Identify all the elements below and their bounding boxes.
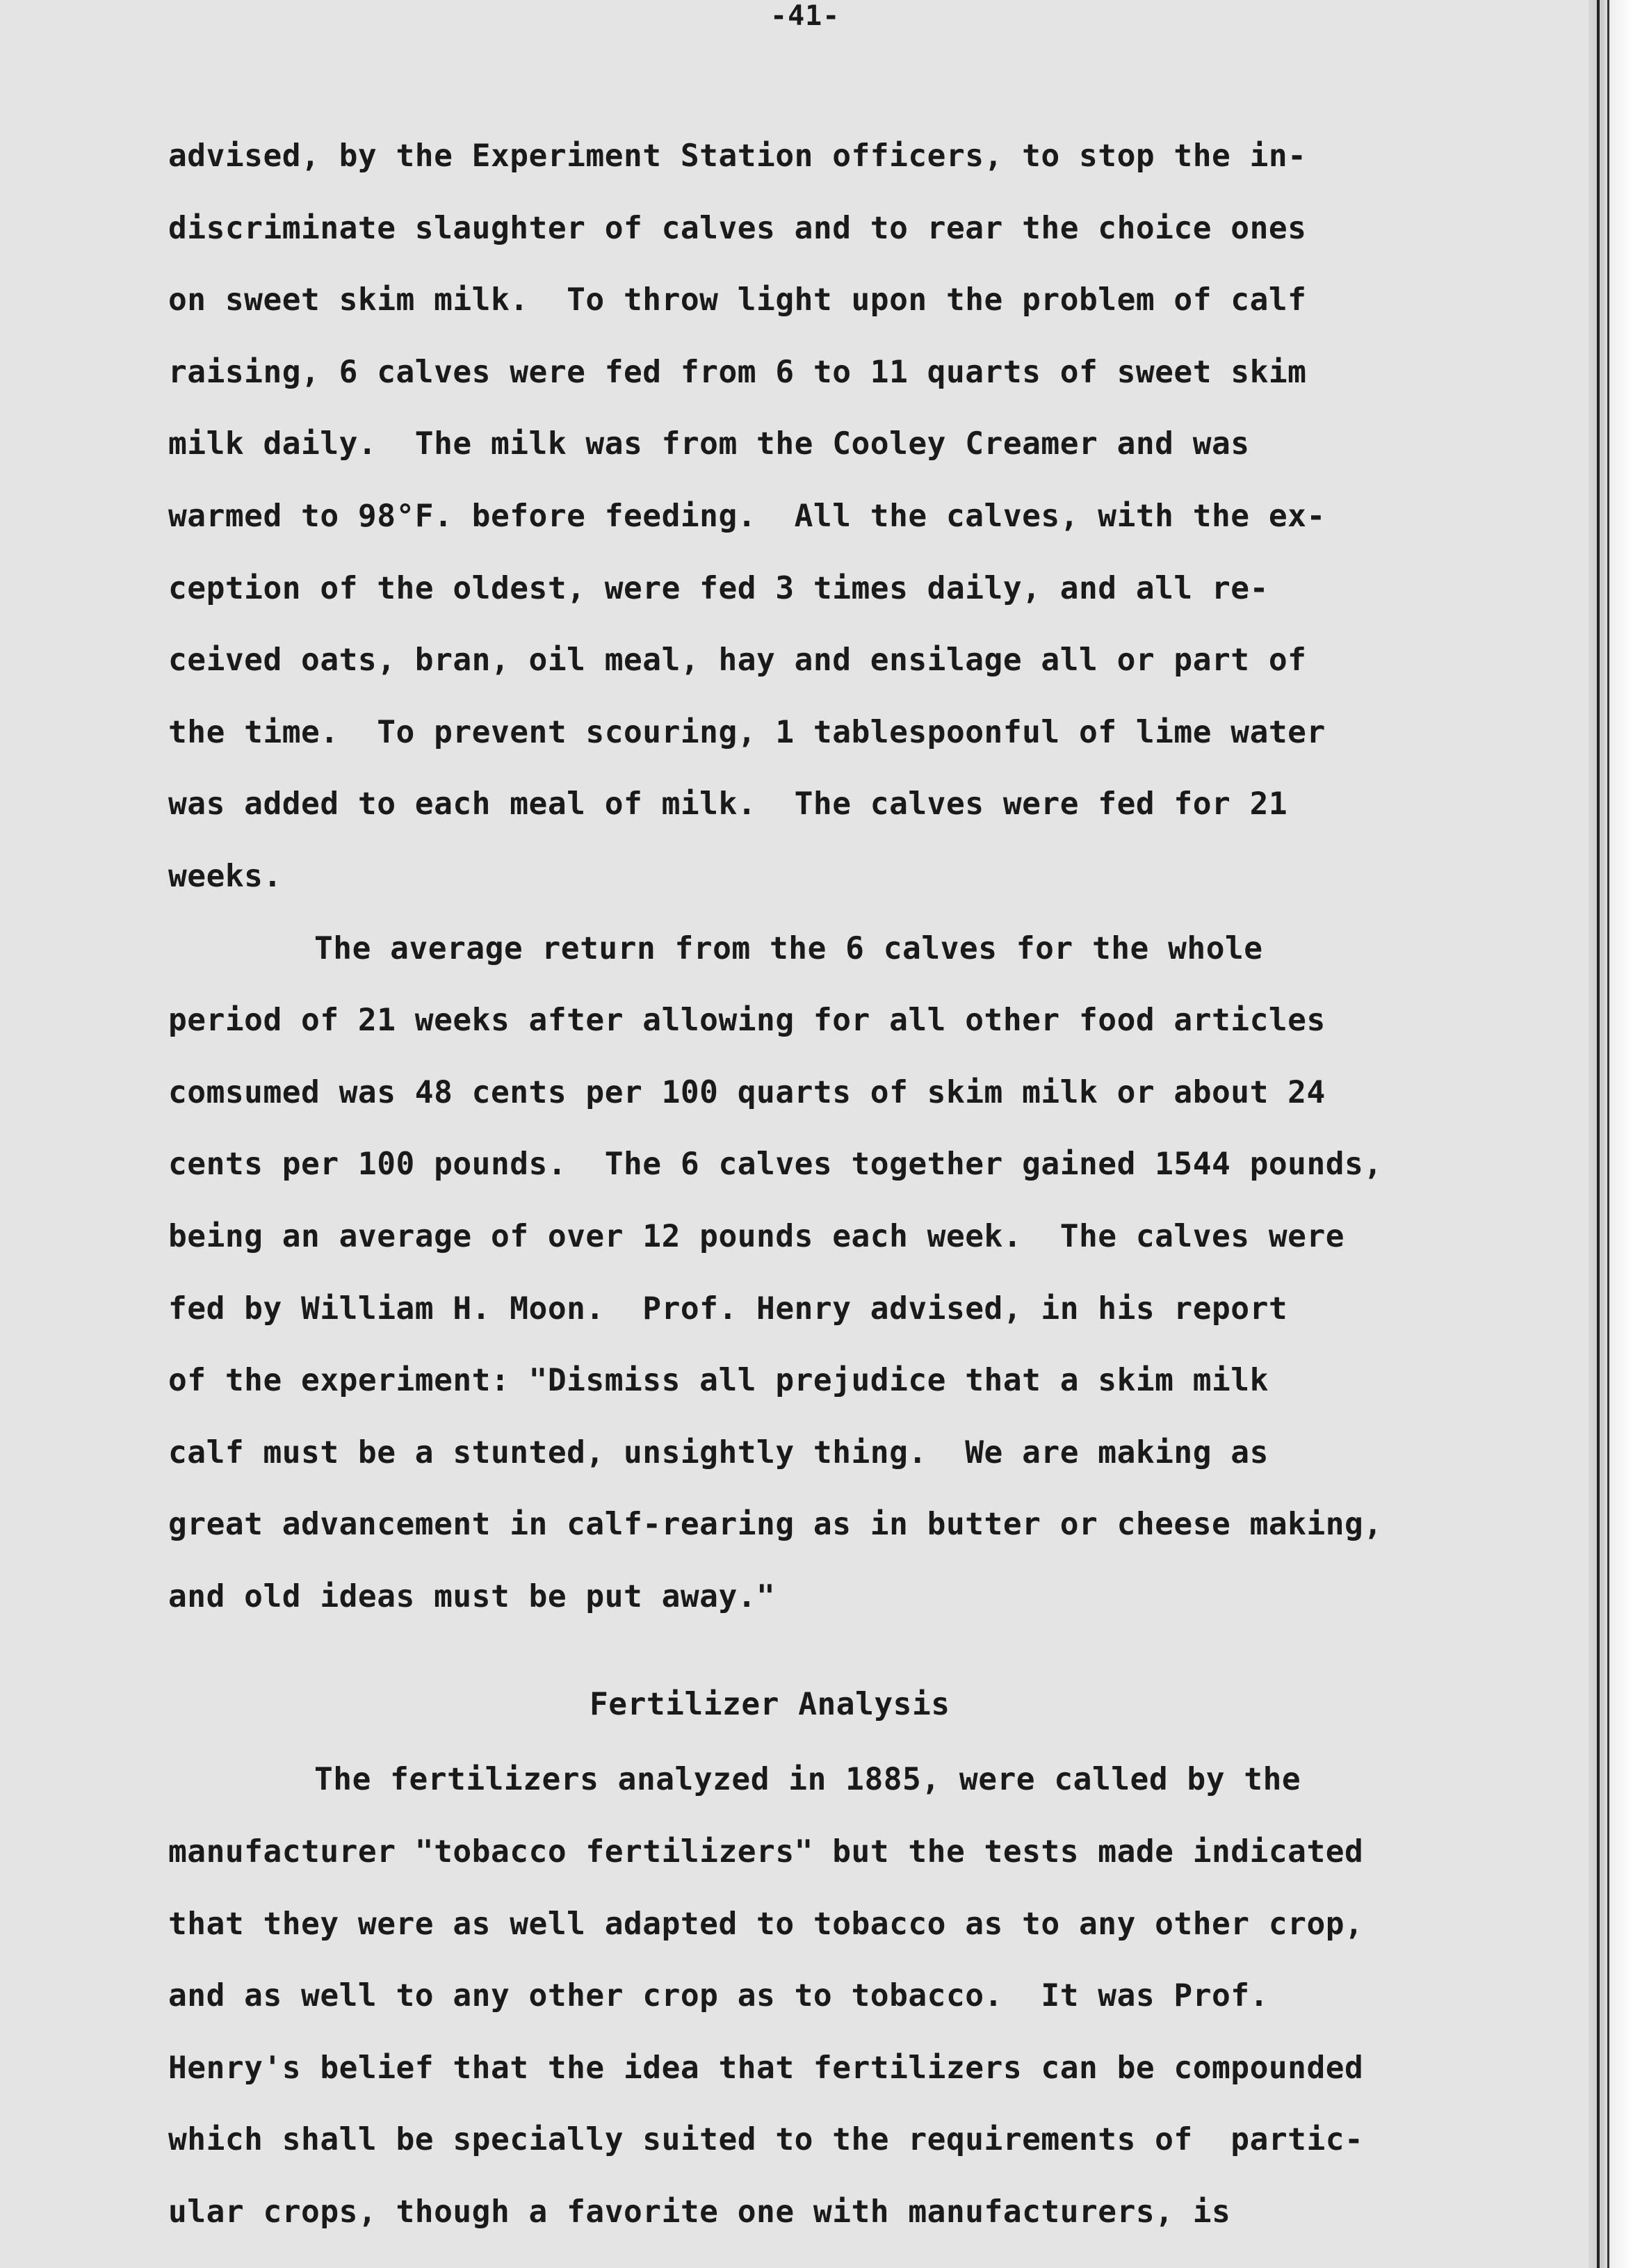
- text-line: manufacturer "tobacco fertilizers" but the tests made indicated: [168, 1834, 1364, 1870]
- text-line: milk daily. The milk was from the Cooley Creamer and was: [168, 426, 1250, 462]
- text-line: advised, by the Experiment Station officers, to stop the in-: [168, 138, 1307, 174]
- text-line: ular crops, though a favorite one with manufacturers, is: [168, 2194, 1231, 2230]
- text-line: comsumed was 48 cents per 100 quarts of skim milk or about 24: [168, 1074, 1326, 1110]
- text-line: which shall be specially suited to the requirements of partic-: [168, 2122, 1364, 2158]
- text-line: and as well to any other crop as to tobacco. It was Prof.: [168, 1978, 1269, 2014]
- text-line: The fertilizers analyzed in 1885, were called by the: [314, 1762, 1301, 1798]
- text-line: discriminate slaughter of calves and to rear the choice ones: [168, 210, 1307, 246]
- text-line: warmed to 98°F. before feeding. All the calves, with the ex-: [168, 498, 1326, 534]
- text-line: calf must be a stunted, unsightly thing. We are making as: [168, 1434, 1269, 1471]
- text-line: was added to each meal of milk. The calves were fed for 21: [168, 786, 1288, 823]
- document-body: [168, 132, 1531, 2260]
- page-edge: [1589, 0, 1633, 2268]
- text-line: The average return from the 6 calves for the whole: [314, 930, 1263, 966]
- paragraph-3: [168, 1756, 1531, 2260]
- text-line: ceived oats, bran, oil meal, hay and ensilage all or part of: [168, 642, 1307, 679]
- text-line: of the experiment: "Dismiss all prejudice that a skim milk: [168, 1363, 1269, 1399]
- text-line: fed by William H. Moon. Prof. Henry advised, in his report: [168, 1290, 1288, 1327]
- paragraph-1: [168, 132, 1531, 925]
- section-heading: Fertilizer Analysis: [590, 1687, 950, 1723]
- text-line: raising, 6 calves were fed from 6 to 11 quarts of sweet skim: [168, 354, 1307, 390]
- text-line: ception of the oldest, were fed 3 times daily, and all re-: [168, 570, 1269, 606]
- text-line: that they were as well adapted to tobacco as to any other crop,: [168, 1906, 1364, 1942]
- text-line: Henry's belief that the idea that fertilizers can be compounded: [168, 2050, 1364, 2086]
- page-edge-line: [1607, 0, 1609, 2268]
- text-line: great advancement in calf-rearing as in butter or cheese making,: [168, 1507, 1383, 1543]
- page-number: -41-: [770, 0, 840, 32]
- text-line: cents per 100 pounds. The 6 calves together gained 1544 pounds,: [168, 1147, 1383, 1183]
- paragraph-2: [168, 925, 1531, 1645]
- page-edge-line: [1597, 0, 1600, 2268]
- text-line: weeks.: [168, 858, 282, 894]
- text-line: being an average of over 12 pounds each week. The calves were: [168, 1218, 1345, 1254]
- text-line: on sweet skim milk. To throw light upon the problem of calf: [168, 282, 1307, 318]
- text-line: the time. To prevent scouring, 1 tablespoonful of lime water: [168, 714, 1326, 750]
- text-line: period of 21 weeks after allowing for all other food articles: [168, 1003, 1326, 1039]
- text-line: and old ideas must be put away.": [168, 1578, 776, 1614]
